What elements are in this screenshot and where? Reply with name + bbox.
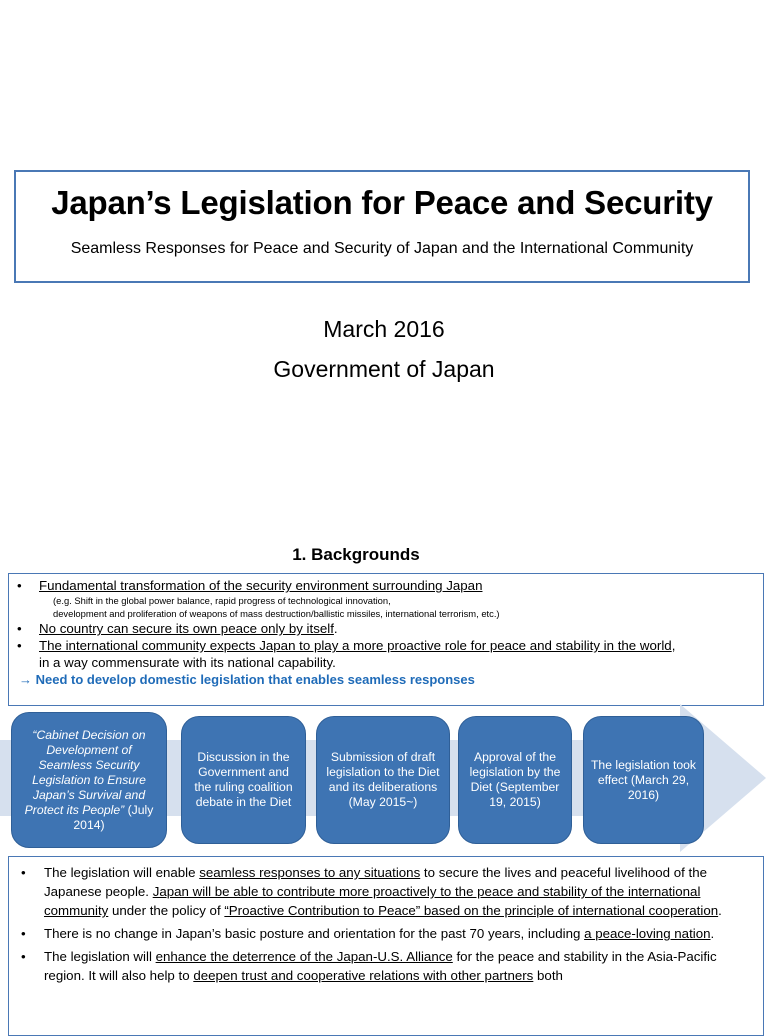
backgrounds-box <box>8 573 764 706</box>
background-item-3 <box>9 637 763 671</box>
result-text: for the peace and stability in the Asia-Pacific region. It will also help to <box>44 949 717 983</box>
background-text: No country can secure its own peace only by itself <box>39 621 334 636</box>
result-text: The legislation will enable <box>44 865 200 880</box>
step-cabinet-decision <box>11 712 167 848</box>
date-text: March 2016 <box>323 316 445 342</box>
step-text: Submission of draft legislation to the Diet and its deliberations (May 2015~) <box>326 750 440 809</box>
step-text <box>18 728 160 833</box>
bullet: • <box>21 949 26 964</box>
page-subtitle: Seamless Responses for Peace and Security of Japan and the International Community <box>70 240 694 257</box>
background-example-line-2: development and proliferation of weapons of mass destruction/ballistic missiles, international terrorism, etc.) <box>53 608 500 619</box>
result-text: . <box>710 926 715 941</box>
results-box <box>8 856 764 1036</box>
bullet: • <box>17 638 22 653</box>
step-text: Discussion in the Government and the ruling coalition debate in the Diet <box>194 750 293 809</box>
result-text: The legislation will <box>44 949 156 964</box>
result-emphasis: deepen trust and cooperative relations with other partners <box>193 968 534 983</box>
result-text: . <box>718 903 722 918</box>
result-item-3 <box>13 947 751 985</box>
punctuation: , <box>671 638 676 653</box>
step-approval <box>458 716 572 844</box>
background-item-2 <box>9 620 763 637</box>
step-submission <box>316 716 450 844</box>
bullet: • <box>17 621 22 636</box>
result-item-2 <box>13 924 751 943</box>
result-emphasis: Japan will be able to contribute more proactively to the peace and stability of the international community <box>44 884 701 918</box>
background-text-line-2: in a way commensurate with its national capability. <box>39 655 336 670</box>
section-title: 1. Backgrounds <box>292 545 420 564</box>
page-title: Japan’s Legislation for Peace and Security <box>51 184 713 221</box>
step-italic-text: “Cabinet Decision on Development of Seamless Security Legislation to Ensure Japan’s Survival and Protect its People” <box>24 727 146 817</box>
background-example-line-1: (e.g. Shift in the global power balance, rapid progress of technological innovation, <box>53 595 391 606</box>
background-text: The international community expects Japan to play a more proactive role for peace and stability in the world <box>39 638 672 653</box>
background-item-1 <box>9 577 763 620</box>
result-emphasis: a peace-loving nation <box>584 926 711 941</box>
result-text: to secure the lives and peaceful livelihood of the Japanese people. <box>44 865 708 899</box>
result-text: There is no change in Japan’s basic posture and orientation for the past 70 years, including <box>44 926 585 941</box>
background-text: Fundamental transformation of the security environment surrounding Japan <box>39 578 483 593</box>
organization-text: Government of Japan <box>273 356 495 382</box>
step-text: Approval of the legislation by the Diet (September 19, 2015) <box>469 750 561 809</box>
step-took-effect <box>583 716 704 844</box>
bullet: • <box>21 865 26 880</box>
result-emphasis: seamless responses to any situations <box>199 865 421 880</box>
title-box <box>14 170 750 283</box>
result-text: under the policy of <box>108 903 225 918</box>
step-discussion <box>181 716 306 844</box>
process-flow <box>0 704 768 854</box>
step-date-text: (July 2014) <box>73 802 154 832</box>
result-emphasis: “Proactive Contribution to Peace” based on the principle of international cooperation <box>224 903 719 918</box>
result-emphasis: enhance the deterrence of the Japan-U.S. Alliance <box>155 949 453 964</box>
punctuation: . <box>333 621 338 636</box>
bullet: • <box>21 926 26 941</box>
result-item-1 <box>13 863 751 920</box>
bullet: • <box>17 578 22 593</box>
result-text: both <box>533 968 563 983</box>
need-statement: → Need to develop domestic legislation that enables seamless responses <box>19 672 475 687</box>
step-text: The legislation took effect (March 29, 2016) <box>590 757 696 802</box>
